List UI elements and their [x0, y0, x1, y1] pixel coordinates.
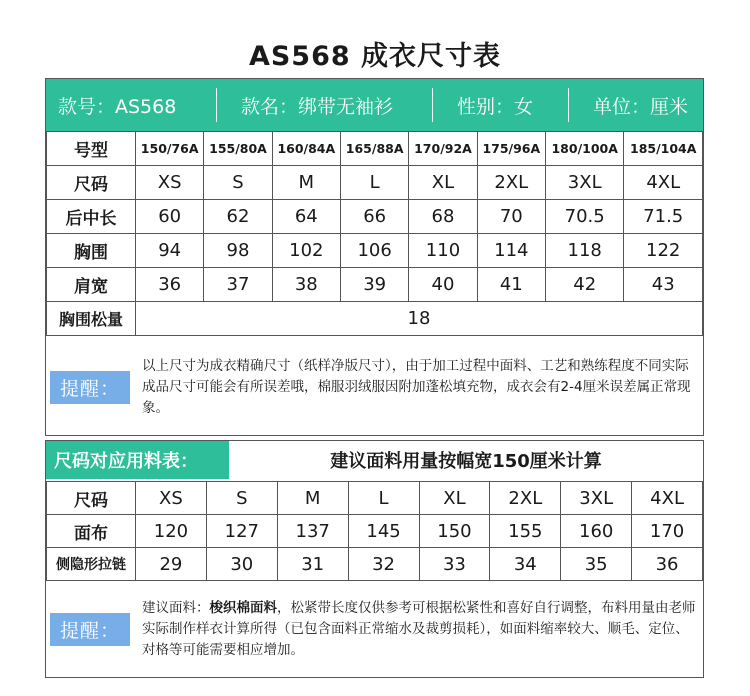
- table-cell: 110: [409, 234, 477, 268]
- table-cell: 160: [561, 515, 632, 548]
- table-cell: 155: [490, 515, 561, 548]
- table-row: [47, 482, 703, 515]
- table-cell: XS: [136, 166, 204, 200]
- table-cell: 120: [136, 515, 207, 548]
- table-cell: 40: [409, 268, 477, 302]
- row-header: 胸围: [47, 234, 136, 268]
- table-cell: 170: [632, 515, 703, 548]
- divider: [216, 88, 217, 122]
- table-cell: 32: [348, 548, 419, 581]
- table-cell: 102: [272, 234, 340, 268]
- table-cell: M: [272, 166, 340, 200]
- table-cell: 160/84A: [272, 132, 340, 166]
- row-header: 胸围松量: [47, 302, 136, 336]
- divider: [432, 88, 433, 122]
- size-chart-frame: [45, 78, 704, 436]
- table-cell: 41: [477, 268, 545, 302]
- row-header: 号型: [47, 132, 136, 166]
- table-cell: 31: [277, 548, 348, 581]
- table-cell: 71.5: [624, 200, 703, 234]
- table-cell: 36: [632, 548, 703, 581]
- table-cell: 180/100A: [545, 132, 623, 166]
- reminder-tag: 提醒：: [50, 371, 130, 404]
- row-header: 面布: [47, 515, 136, 548]
- gender: 性别：女: [457, 95, 534, 118]
- fabric-title: 尺码对应用料表：: [46, 441, 229, 479]
- text-bold: 梭织棉面料: [209, 599, 278, 616]
- table-cell: 64: [272, 200, 340, 234]
- table-cell: 70: [477, 200, 545, 234]
- reminder-box-2: [46, 581, 703, 677]
- table-cell: 66: [340, 200, 408, 234]
- table-cell: 150/76A: [136, 132, 204, 166]
- ease-value: 18: [136, 302, 703, 336]
- fabric-header: [46, 441, 703, 479]
- row-header: 肩宽: [47, 268, 136, 302]
- table-row: [47, 132, 703, 166]
- table-cell: 30: [206, 548, 277, 581]
- table-cell: XL: [419, 482, 490, 515]
- reminder-text-2: [142, 598, 702, 661]
- row-header: 尺码: [47, 482, 136, 515]
- reminder-tag-2: 提醒：: [50, 613, 130, 646]
- table-cell: 94: [136, 234, 204, 268]
- table-cell: S: [206, 482, 277, 515]
- table-cell: 170/92A: [409, 132, 477, 166]
- text-prefix: 建议面料：: [142, 599, 210, 616]
- table-cell: XS: [136, 482, 207, 515]
- text-rest: ，松紧带长度仅供参考可根据松紧性和喜好自行调整，布料用量由老师实际制作样衣计算所得（已包含面料正常缩水及裁剪损耗），如面料缩率较大、顺毛、定位、对格等可能需要相应增加。: [142, 599, 696, 658]
- table-cell: 122: [624, 234, 703, 268]
- table-cell: 3XL: [561, 482, 632, 515]
- row-header: 尺码: [47, 166, 136, 200]
- table-cell: 38: [272, 268, 340, 302]
- page-title: AS568 成衣尺寸表: [248, 41, 502, 72]
- table-cell: 127: [206, 515, 277, 548]
- table-cell: 34: [490, 548, 561, 581]
- table-cell: S: [204, 166, 272, 200]
- table-cell: 150: [419, 515, 490, 548]
- table-row: [47, 515, 703, 548]
- table-row: [47, 200, 703, 234]
- table-cell: 155/80A: [204, 132, 272, 166]
- reminder-text: 以上尺寸为成衣精确尺寸（纸样净版尺寸），由于加工过程中面料、工艺和熟练程度不同实际成品尺寸可能会有所误差哦，棉服羽绒服因附加蓬松填充物，成衣会有2-4厘米误差属正常现象。: [142, 357, 691, 416]
- table-cell: XL: [409, 166, 477, 200]
- table-cell: 165/88A: [340, 132, 408, 166]
- fabric-chart-frame: [45, 440, 704, 678]
- size-table: [46, 131, 703, 336]
- table-row: [47, 166, 703, 200]
- table-cell: 4XL: [632, 482, 703, 515]
- table-cell: 60: [136, 200, 204, 234]
- table-cell: 36: [136, 268, 204, 302]
- table-row: [47, 268, 703, 302]
- style-number: 款号：AS568: [58, 95, 177, 118]
- table-row: [47, 234, 703, 268]
- table-row: [47, 302, 703, 336]
- table-cell: 29: [136, 548, 207, 581]
- table-cell: 37: [204, 268, 272, 302]
- table-cell: L: [348, 482, 419, 515]
- table-cell: 185/104A: [624, 132, 703, 166]
- table-cell: 118: [545, 234, 623, 268]
- table-cell: 114: [477, 234, 545, 268]
- unit: 单位：厘米: [593, 95, 689, 118]
- fabric-table: [46, 481, 703, 581]
- table-cell: 68: [409, 200, 477, 234]
- header-bar: [46, 79, 703, 131]
- table-cell: M: [277, 482, 348, 515]
- table-cell: 4XL: [624, 166, 703, 200]
- table-cell: 2XL: [490, 482, 561, 515]
- table-row: [47, 548, 703, 581]
- row-header: 后中长: [47, 200, 136, 234]
- table-cell: 175/96A: [477, 132, 545, 166]
- style-name: 款名：绑带无袖衫: [241, 95, 394, 118]
- table-cell: 43: [624, 268, 703, 302]
- table-cell: 3XL: [545, 166, 623, 200]
- table-cell: 145: [348, 515, 419, 548]
- table-cell: 39: [340, 268, 408, 302]
- table-cell: 62: [204, 200, 272, 234]
- reminder-box: [46, 338, 703, 436]
- table-cell: 106: [340, 234, 408, 268]
- table-cell: 35: [561, 548, 632, 581]
- table-cell: 33: [419, 548, 490, 581]
- table-cell: 42: [545, 268, 623, 302]
- table-cell: 2XL: [477, 166, 545, 200]
- table-cell: 70.5: [545, 200, 623, 234]
- divider: [568, 88, 569, 122]
- table-cell: 98: [204, 234, 272, 268]
- row-header: 侧隐形拉链: [47, 548, 136, 581]
- fabric-subtitle: 建议面料用量按幅宽150厘米计算: [330, 451, 602, 472]
- table-cell: 137: [277, 515, 348, 548]
- table-cell: L: [340, 166, 408, 200]
